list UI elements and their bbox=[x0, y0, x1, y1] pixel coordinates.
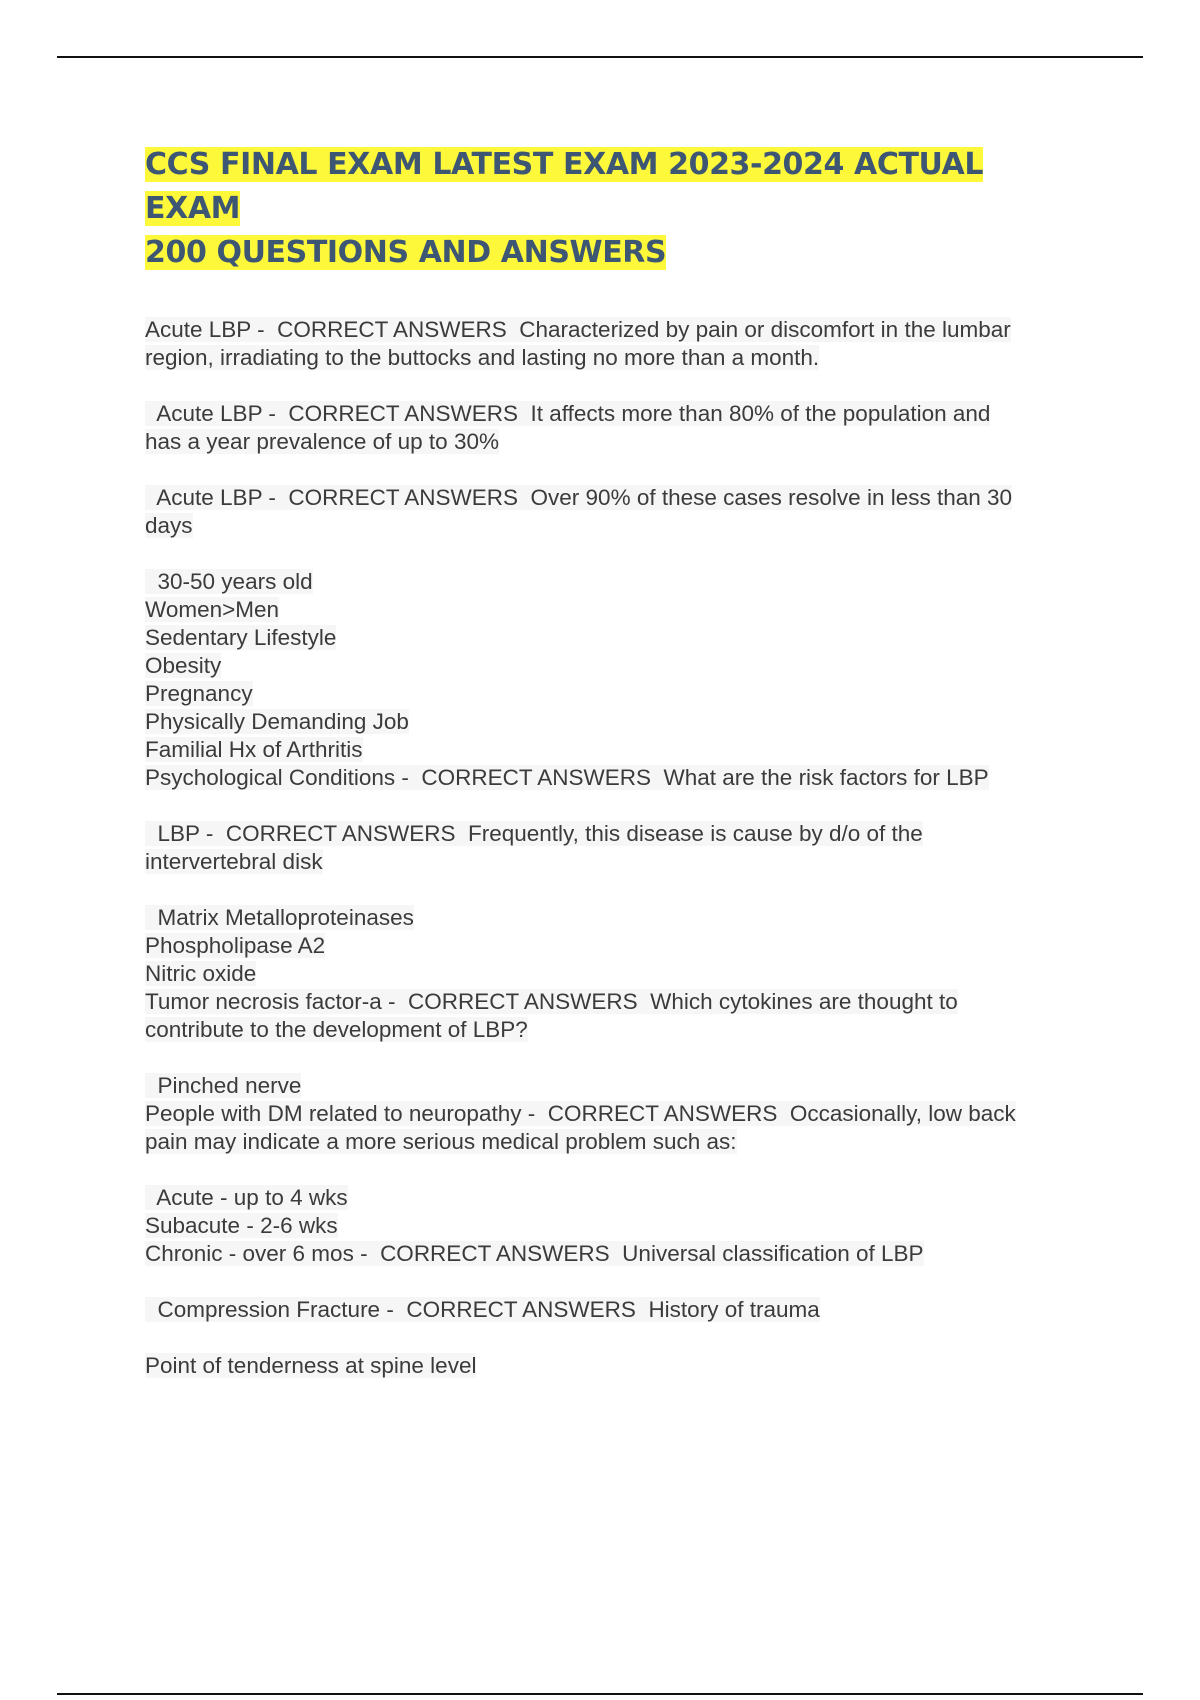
entry-line-text: Acute LBP - CORRECT ANSWERS Characterized by pain or discomfort in the lumbar bbox=[145, 317, 1011, 342]
entry-line-text: Physically Demanding Job bbox=[145, 709, 409, 734]
entry-line-text: Subacute - 2-6 wks bbox=[145, 1213, 338, 1238]
entry-line bbox=[145, 680, 1095, 708]
entry-line-text: intervertebral disk bbox=[145, 849, 323, 874]
entry-line-text: Acute LBP - CORRECT ANSWERS Over 90% of these cases resolve in less than 30 bbox=[145, 485, 1013, 510]
entry-line bbox=[145, 624, 1095, 652]
entry-line bbox=[145, 736, 1095, 764]
entry-line bbox=[145, 1296, 1095, 1324]
title-line-2: 200 QUESTIONS AND ANSWERS bbox=[145, 235, 667, 270]
entry-line bbox=[145, 484, 1095, 512]
entry-line-text: has a year prevalence of up to 30% bbox=[145, 429, 499, 454]
entry-line-text: Acute LBP - CORRECT ANSWERS It affects more than 80% of the population and bbox=[145, 401, 991, 426]
entry-line bbox=[145, 596, 1095, 624]
entry-line bbox=[145, 652, 1095, 680]
entry-line bbox=[145, 1240, 1095, 1268]
entry-line bbox=[145, 1100, 1095, 1128]
entry-line-text: pain may indicate a more serious medical problem such as: bbox=[145, 1129, 737, 1154]
title-line-1: CCS FINAL EXAM LATEST EXAM 2023-2024 ACTUAL EXAM bbox=[145, 147, 984, 226]
document-title bbox=[145, 143, 1085, 275]
entry-line-text: contribute to the development of LBP? bbox=[145, 1017, 528, 1042]
entry-line bbox=[145, 400, 1095, 428]
entry-line-text: region, irradiating to the buttocks and lasting no more than a month. bbox=[145, 345, 820, 370]
entry-line-text: Pinched nerve bbox=[145, 1073, 302, 1098]
qa-entry bbox=[145, 904, 1095, 1044]
entry-line-text: Women>Men bbox=[145, 597, 280, 622]
entry-line-text: Obesity bbox=[145, 653, 222, 678]
qa-entry bbox=[145, 484, 1095, 540]
entry-line-text: People with DM related to neuropathy - CORRECT ANSWERS Occasionally, low back bbox=[145, 1101, 1016, 1126]
entry-line bbox=[145, 1016, 1095, 1044]
entry-line-text: Nitric oxide bbox=[145, 961, 257, 986]
top-rule bbox=[57, 56, 1143, 58]
entry-line bbox=[145, 904, 1095, 932]
entry-line bbox=[145, 568, 1095, 596]
entry-line-text: days bbox=[145, 513, 193, 538]
qa-entry bbox=[145, 1296, 1095, 1324]
entry-line-text: Familial Hx of Arthritis bbox=[145, 737, 363, 762]
qa-entry bbox=[145, 1184, 1095, 1268]
entry-line bbox=[145, 960, 1095, 988]
entry-line bbox=[145, 708, 1095, 736]
qa-entry bbox=[145, 1072, 1095, 1156]
entry-line bbox=[145, 1072, 1095, 1100]
entry-line bbox=[145, 344, 1095, 372]
entry-line bbox=[145, 1352, 1095, 1380]
entry-line-text: Psychological Conditions - CORRECT ANSWERS What are the risk factors for LBP bbox=[145, 765, 989, 790]
entry-line-text: Matrix Metalloproteinases bbox=[145, 905, 414, 930]
entry-line-text: Pregnancy bbox=[145, 681, 253, 706]
entry-line bbox=[145, 1184, 1095, 1212]
entry-line bbox=[145, 1128, 1095, 1156]
qa-entry bbox=[145, 316, 1095, 372]
entry-line-text: Chronic - over 6 mos - CORRECT ANSWERS Universal classification of LBP bbox=[145, 1241, 924, 1266]
entry-line bbox=[145, 428, 1095, 456]
entry-line-text: Tumor necrosis factor-a - CORRECT ANSWERS Which cytokines are thought to bbox=[145, 989, 958, 1014]
entry-line-text: Sedentary Lifestyle bbox=[145, 625, 337, 650]
qa-entry bbox=[145, 400, 1095, 456]
entry-line-text: LBP - CORRECT ANSWERS Frequently, this disease is cause by d/o of the bbox=[145, 821, 923, 846]
entry-line bbox=[145, 512, 1095, 540]
entry-line bbox=[145, 988, 1095, 1016]
entry-line bbox=[145, 1212, 1095, 1240]
qa-entry bbox=[145, 820, 1095, 876]
entry-line bbox=[145, 820, 1095, 848]
bottom-rule bbox=[57, 1693, 1143, 1695]
entry-line bbox=[145, 316, 1095, 344]
qa-entry bbox=[145, 1352, 1095, 1380]
qa-content bbox=[145, 316, 1095, 1408]
entry-line bbox=[145, 848, 1095, 876]
entry-line-text: Phospholipase A2 bbox=[145, 933, 326, 958]
entry-line-text: Acute - up to 4 wks bbox=[145, 1185, 348, 1210]
entry-line-text: Point of tenderness at spine level bbox=[145, 1353, 477, 1378]
entry-line bbox=[145, 932, 1095, 960]
entry-line-text: Compression Fracture - CORRECT ANSWERS History of trauma bbox=[145, 1297, 820, 1322]
qa-entry bbox=[145, 568, 1095, 792]
entry-line bbox=[145, 764, 1095, 792]
entry-line-text: 30-50 years old bbox=[145, 569, 313, 594]
